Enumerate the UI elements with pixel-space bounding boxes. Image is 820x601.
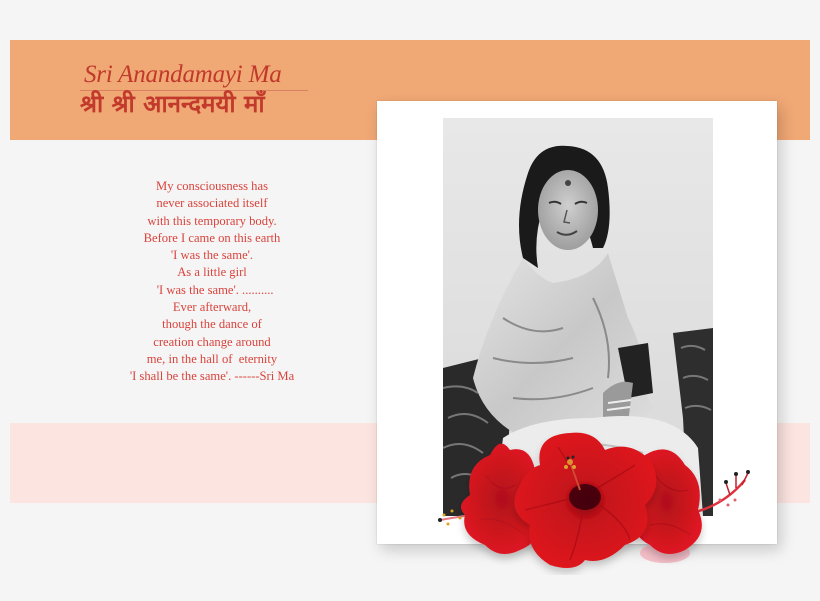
- quote-line: me, in the hall of eternity: [146, 351, 278, 366]
- quote-line: though the dance of: [162, 317, 262, 332]
- quote-line: Before I came on this earth: [143, 230, 281, 245]
- quote-line: creation change around: [153, 334, 271, 349]
- hibiscus-icon: [430, 425, 760, 575]
- quote-line: 'I was the same'.: [170, 248, 254, 263]
- quote-line: Ever afterward,: [172, 300, 252, 315]
- quote-line: 'I was the same'. ..........: [150, 282, 274, 297]
- title-english: Sri Anandamayi Ma: [84, 61, 282, 88]
- title-hindi: श्री श्री आनन्दमयी माँ: [80, 90, 265, 118]
- quote-line: As a little girl: [177, 265, 247, 280]
- quote-text: [62, 178, 362, 386]
- hibiscus-flowers: [430, 425, 760, 575]
- quote-line: with this temporary body.: [147, 213, 277, 228]
- quote-line: 'I shall be the same'. ------Sri Ma: [129, 369, 295, 384]
- title-block: [80, 62, 310, 119]
- quote-line: My consciousness has: [156, 179, 268, 193]
- quote-line: never associated itself: [156, 196, 268, 211]
